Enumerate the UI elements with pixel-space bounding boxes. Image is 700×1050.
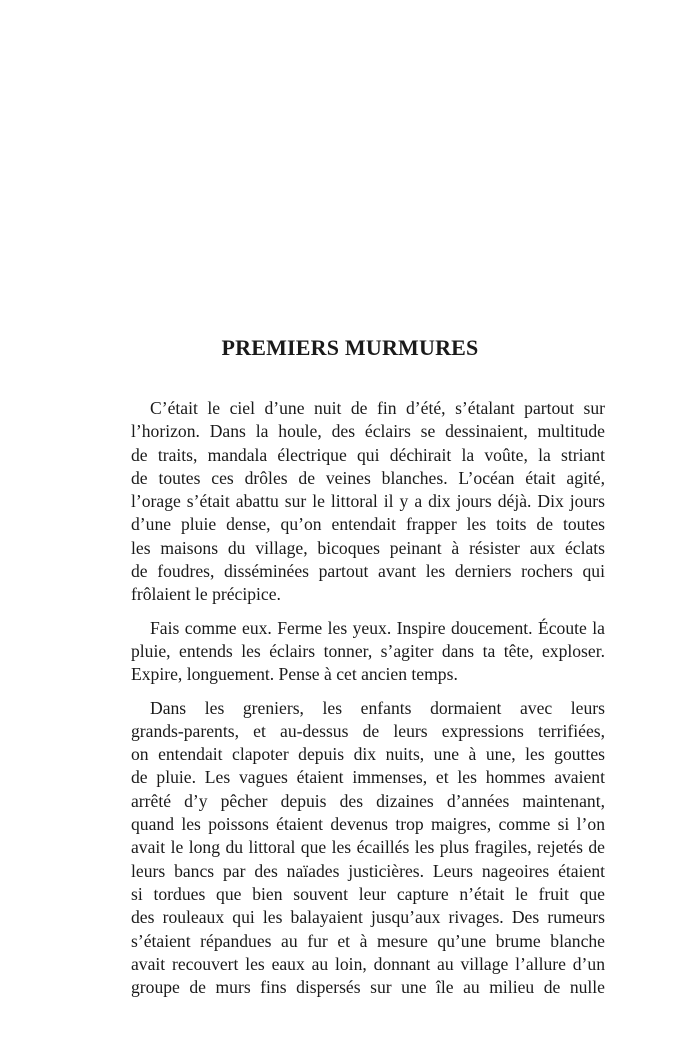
paragraph-3 — [112, 697, 605, 1000]
chapter-body — [112, 397, 605, 1009]
text-line: de toutes ces drôles de veines blanches. L’océan était agité, — [131, 467, 605, 488]
chapter-title: PREMIERS MURMURES — [221, 335, 479, 360]
text-line: l’orage s’était abattu sur le littoral il y a dix jours déjà. Dix jours — [131, 491, 605, 512]
text-line: s’étaient répandues au fur et à mesure qu’une brume blanche — [131, 930, 605, 951]
text-line: leurs bancs par des naïades justicières. Leurs nageoires étaient — [131, 860, 605, 881]
paragraph-2 — [112, 617, 605, 687]
paragraph-1 — [112, 397, 605, 607]
text-line: grands-parents, et au-dessus de leurs expressions terrifiées, — [131, 720, 605, 741]
text-line: l’horizon. Dans la houle, des éclairs se dessinaient, multitude — [131, 421, 605, 442]
text-line: C’était le ciel d’une nuit de fin d’été, s’étalant partout sur — [150, 398, 605, 418]
text-line: Dans les greniers, les enfants dormaient avec leurs — [150, 697, 605, 718]
text-line: arrêté d’y pêcher depuis des dizaines d’années maintenant, — [131, 790, 605, 811]
text-line: de foudres, disséminées partout avant les derniers rochers qui — [131, 561, 605, 582]
text-line: groupe de murs fins dispersés sur une île au milieu de nulle — [131, 977, 605, 998]
text-line: d’une pluie dense, qu’on entendait frapper les toits de toutes — [131, 514, 605, 535]
text-line: avait recouvert les eaux au loin, donnant au village l’allure d’un — [131, 953, 605, 974]
text-line: des rouleaux qui les balayaient jusqu’aux rivages. Des rumeurs — [131, 907, 605, 928]
text-line: avait le long du littoral que les écaillés les plus fragiles, rejetés de — [131, 837, 605, 858]
text-line: de pluie. Les vagues étaient immenses, et les hommes avaient — [131, 767, 605, 788]
text-line: de traits, mandala électrique qui déchirait la voûte, la striant — [131, 444, 605, 465]
text-line: frôlaient le précipice. — [131, 584, 281, 605]
text-line: quand les poissons étaient devenus trop maigres, comme si l’on — [131, 814, 605, 835]
text-line: les maisons du village, bicoques peinant à résister aux éclats — [131, 537, 605, 558]
text-line: pluie, entends les éclairs tonner, s’agiter dans ta tête, exploser. — [131, 640, 605, 661]
text-line: Fais comme eux. Ferme les yeux. Inspire doucement. Écoute la — [150, 617, 605, 638]
text-line: Expire, longuement. Pense à cet ancien temps. — [131, 664, 458, 685]
text-line: si tordues que bien souvent leur capture n’était le fruit que — [131, 883, 605, 904]
text-line: on entendait clapoter depuis dix nuits, une à une, les gouttes — [131, 744, 605, 765]
